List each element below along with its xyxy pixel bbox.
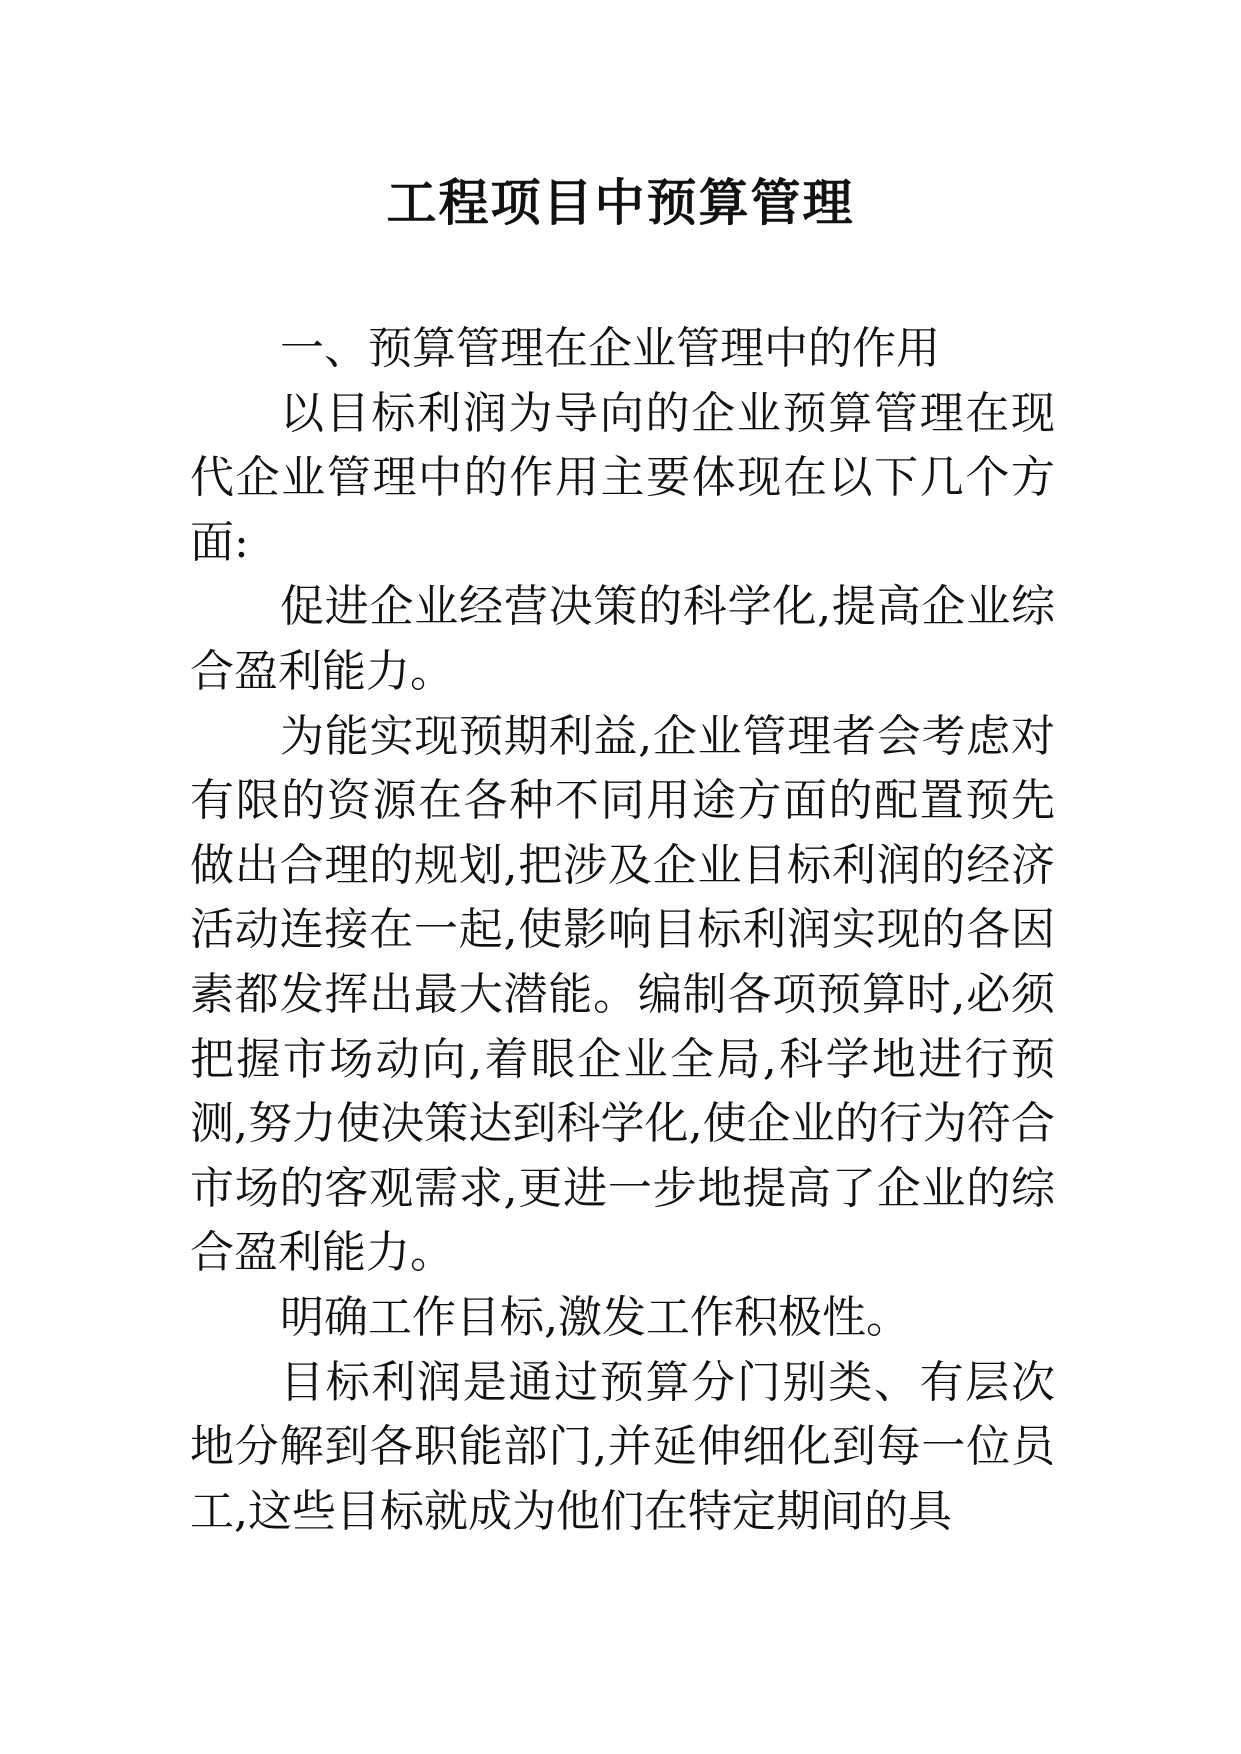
paragraph: 目标利润是通过预算分门别类、有层次地分解到各职能部门,并延伸细化到每一位员工,这些目标就成为他们在特定期间的具 (190, 1356, 1055, 1537)
section-heading: 一、预算管理在企业管理中的作用 (280, 323, 940, 374)
paragraph: 明确工作目标,激发工作积极性。 (280, 1291, 910, 1343)
paragraph: 以目标利润为导向的企业预算管理在现代企业管理中的作用主要体现在以下几个方面: (190, 387, 1055, 568)
paragraph: 促进企业经营决策的科学化,提高企业综合盈利能力。 (190, 581, 1055, 697)
document-body (190, 317, 1055, 1544)
paragraph: 为能实现预期利益,企业管理者会考虑对有限的资源在各种不同用途方面的配置预先做出合理的规划,把涉及企业目标利润的经济活动连接在一起,使影响目标利润实现的各因素都发挥出最大潜能。编制各项预算时,必须把握市场动向,着眼企业全局,科学地进行预测,努力使决策达到科学化,使企业的行为符合市场的客观需求,更进一步地提高了企业的综合盈利能力。 (190, 710, 1055, 1279)
document-title: 工程项目中预算管理 (386, 173, 855, 232)
